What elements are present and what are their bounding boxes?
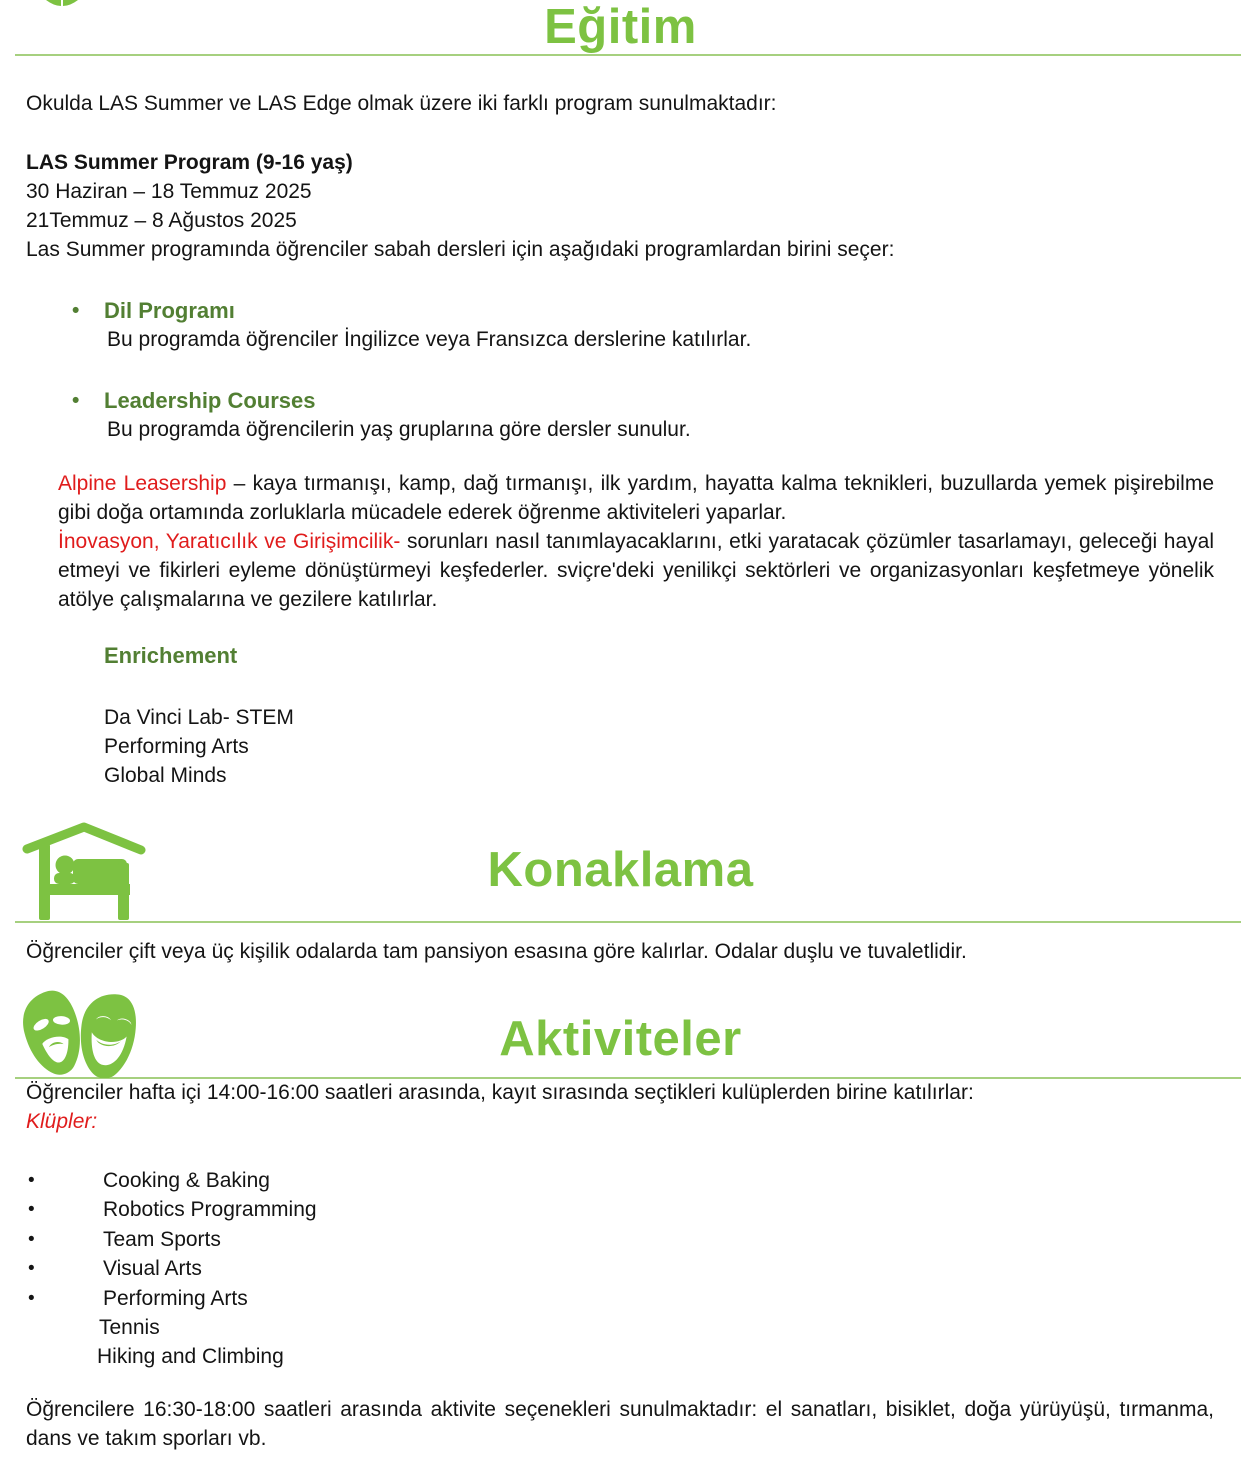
- list-item: [0, 1195, 1214, 1224]
- list-item: [0, 1342, 1214, 1371]
- activities-intro-block: [26, 1078, 1214, 1136]
- club-name: Hiking and Climbing: [97, 1345, 284, 1369]
- enrichment-item: Performing Arts: [104, 735, 249, 758]
- club-name: Visual Arts: [103, 1257, 202, 1281]
- club-name: Cooking & Baking: [103, 1169, 270, 1192]
- section-divider: [15, 54, 1241, 56]
- program-date-2: 21Temmuz – 8 Ağustos 2025: [26, 209, 297, 232]
- list-item: [0, 1166, 1214, 1195]
- innovation-paragraph: [58, 527, 1214, 614]
- list-item-language-program: [0, 296, 1214, 354]
- activities-outro: Öğrencilere 16:30-18:00 saatleri arasında aktivite seçenekleri sunulmaktadır: el sanatları, bisiklet, doğa yürüyüşü, tırmanma, dans ve takım sporları vb.: [26, 1398, 1214, 1450]
- innovation-text: sorunları nasıl tanımlayacaklarını, etki yaratacak çözümler tasarlamayı, geleceği hayal etmeyi ve fikirleri eyleme dönüştürmeyi keşfederler. sviçre'deki yenilikçi sektörleri ve organizasyonları keşfetmeye yönelik atölye çalışmalarına ve gezilere katılırlar.: [58, 530, 1214, 611]
- program-dates-block: [26, 148, 1214, 264]
- bullet-title-leadership: Leadership Courses: [104, 388, 316, 413]
- list-item: [0, 1313, 1214, 1342]
- alpine-leadership-paragraph: [58, 469, 1214, 527]
- activities-intro: Öğrenciler hafta içi 14:00-16:00 saatleri arasında, kayıt sırasında seçtikleri kulüplerden birine katılırlar:: [26, 1081, 974, 1104]
- enrichment-item: Global Minds: [104, 764, 227, 787]
- education-intro: Okulda LAS Summer ve LAS Edge olmak üzere iki farklı program sunulmaktadır:: [26, 92, 777, 115]
- enrichment-title: Enrichement: [104, 643, 238, 668]
- enrichment-item: Da Vinci Lab- STEM: [104, 706, 294, 729]
- bullet-glyph: •: [28, 1170, 35, 1191]
- section-title-activities: Aktiviteler: [499, 1012, 742, 1066]
- bullet-glyph: •: [28, 1199, 35, 1221]
- section-title-accommodation: Konaklama: [487, 843, 754, 897]
- section-title-education: Eğitim: [544, 0, 697, 54]
- club-name: Team Sports: [103, 1227, 221, 1251]
- list-item: [0, 1225, 1214, 1254]
- list-item: [0, 1284, 1214, 1313]
- bullet-glyph: •: [28, 1258, 35, 1280]
- enrichment-list: [104, 703, 294, 790]
- club-name: Robotics Programming: [103, 1198, 317, 1222]
- bullet-glyph: •: [72, 389, 80, 412]
- bullet-glyph: •: [28, 1287, 35, 1309]
- list-item-leadership-courses: [0, 386, 1214, 444]
- program-descriptions-block: [58, 469, 1214, 614]
- innovation-label: İnovasyon, Yaratıcılık ve Girişimcilik-: [58, 530, 401, 553]
- alpine-leadership-label: Alpine Leasership: [58, 472, 227, 495]
- list-item: [0, 1254, 1214, 1283]
- bullet-glyph: •: [28, 1228, 35, 1250]
- clubs-label: Klüpler:: [26, 1110, 98, 1133]
- club-name: Tennis: [99, 1315, 160, 1339]
- bullet-title-language: Dil Programı: [104, 298, 235, 323]
- clubs-list: [0, 1166, 1214, 1372]
- alpine-leadership-text: – kaya tırmanışı, kamp, dağ tırmanışı, ilk yardım, hayatta kalma teknikleri, buzullarda yemek pişirebilme gibi doğa ortamında zorluklarla mücadele ederek öğrenme aktiviteleri yaparlar.: [58, 472, 1214, 524]
- bullet-desc-leadership: Bu programda öğrencilerin yaş gruplarına göre dersler sunulur.: [107, 418, 691, 441]
- program-date-1: 30 Haziran – 18 Temmuz 2025: [26, 180, 312, 203]
- bullet-glyph: •: [72, 299, 80, 322]
- bullet-desc-language: Bu programda öğrenciler İngilizce veya Fransızca derslerine katılırlar.: [107, 328, 752, 351]
- club-name: Performing Arts: [103, 1286, 248, 1310]
- education-intro-2: Las Summer programında öğrenciler sabah dersleri için aşağıdaki programlardan birini seçer:: [26, 238, 895, 261]
- accommodation-text: Öğrenciler çift veya üç kişilik odalarda tam pansiyon esasına göre kalırlar. Odalar duşlu ve tuvaletlidir.: [26, 940, 967, 963]
- section-divider: [15, 921, 1241, 923]
- program-title: LAS Summer Program (9-16 yaş): [26, 151, 353, 174]
